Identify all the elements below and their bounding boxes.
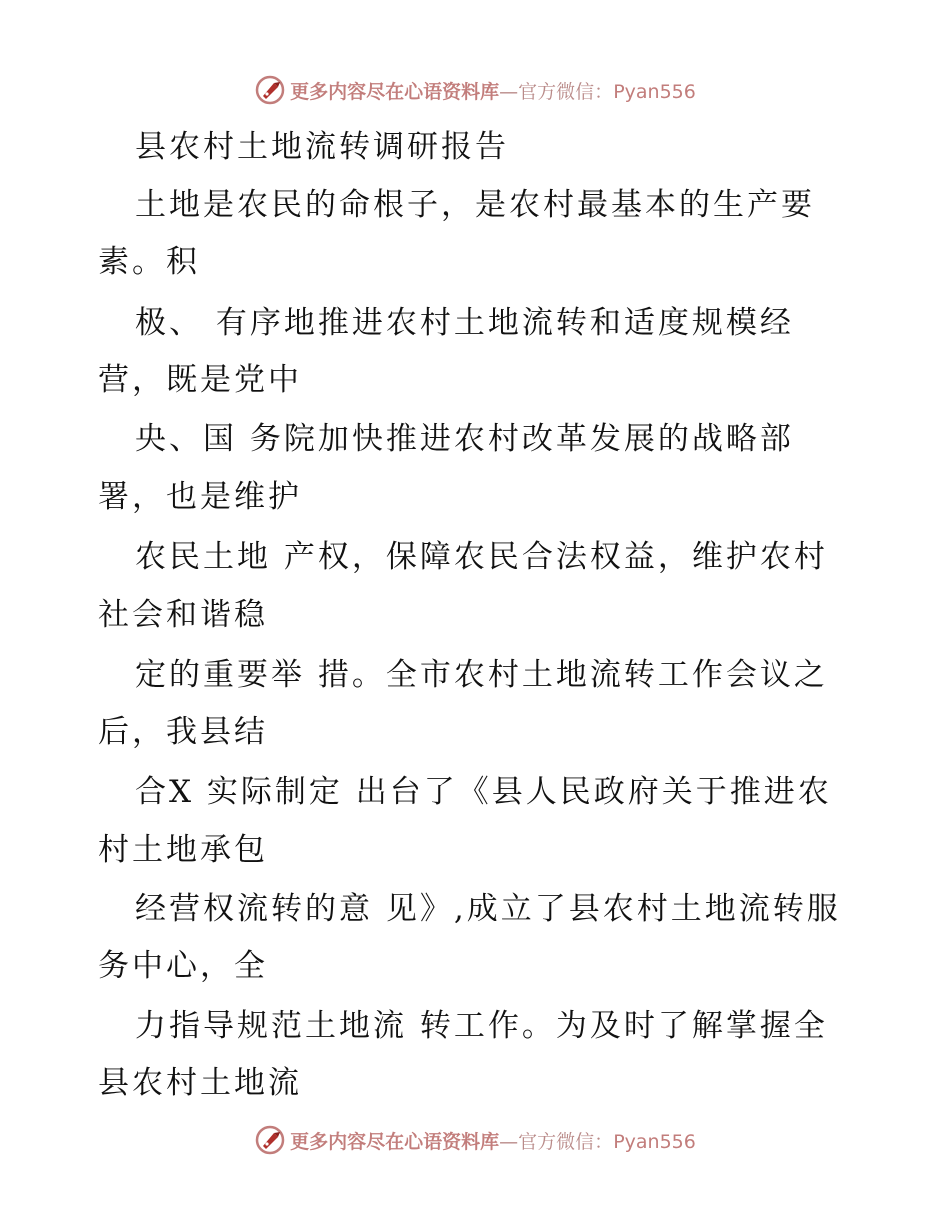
doc-line: 力指导规范土地流 转工作。为及时了解掌握全 — [135, 1008, 828, 1044]
doc-line: 经营权流转的意 见》,成立了县农村土地流转服 — [135, 891, 841, 927]
header-watermark — [0, 70, 950, 110]
pen-nib-logo-icon — [254, 1124, 286, 1156]
doc-line: 央、国 务院加快推进农村改革发展的战略部 — [135, 421, 794, 457]
doc-line: 素。积 — [98, 244, 200, 280]
doc-line: 合X 实际制定 出台了《县人民政府关于推进农 — [135, 774, 832, 810]
doc-line: 极、 有序地推进农村土地流转和适度规模经 — [135, 305, 794, 341]
doc-line: 定的重要举 措。全市农村土地流转工作会议之 — [135, 657, 828, 693]
watermark-text: 更多内容尽在心语资料库—官方微信：Pyan556 — [290, 1130, 696, 1153]
doc-line: 村土地承包 — [98, 832, 268, 868]
doc-title: 县农村土地流转调研报告 — [135, 129, 509, 165]
doc-line: 后，我县结 — [98, 714, 268, 750]
pen-nib-logo-icon — [254, 74, 286, 106]
doc-line: 社会和谐稳 — [98, 597, 268, 633]
footer-watermark — [0, 1120, 950, 1160]
doc-line: 县农村土地流 — [98, 1065, 302, 1101]
doc-line: 营，既是党中 — [98, 362, 302, 398]
doc-line: 务中心，全 — [98, 948, 268, 984]
doc-line: 土地是农民的命根子，是农村最基本的生产要 — [135, 187, 815, 223]
doc-line: 农民土地 产权，保障农民合法权益，维护农村 — [135, 539, 828, 575]
watermark-text: 更多内容尽在心语资料库—官方微信：Pyan556 — [290, 80, 696, 103]
doc-line: 署，也是维护 — [98, 479, 302, 515]
